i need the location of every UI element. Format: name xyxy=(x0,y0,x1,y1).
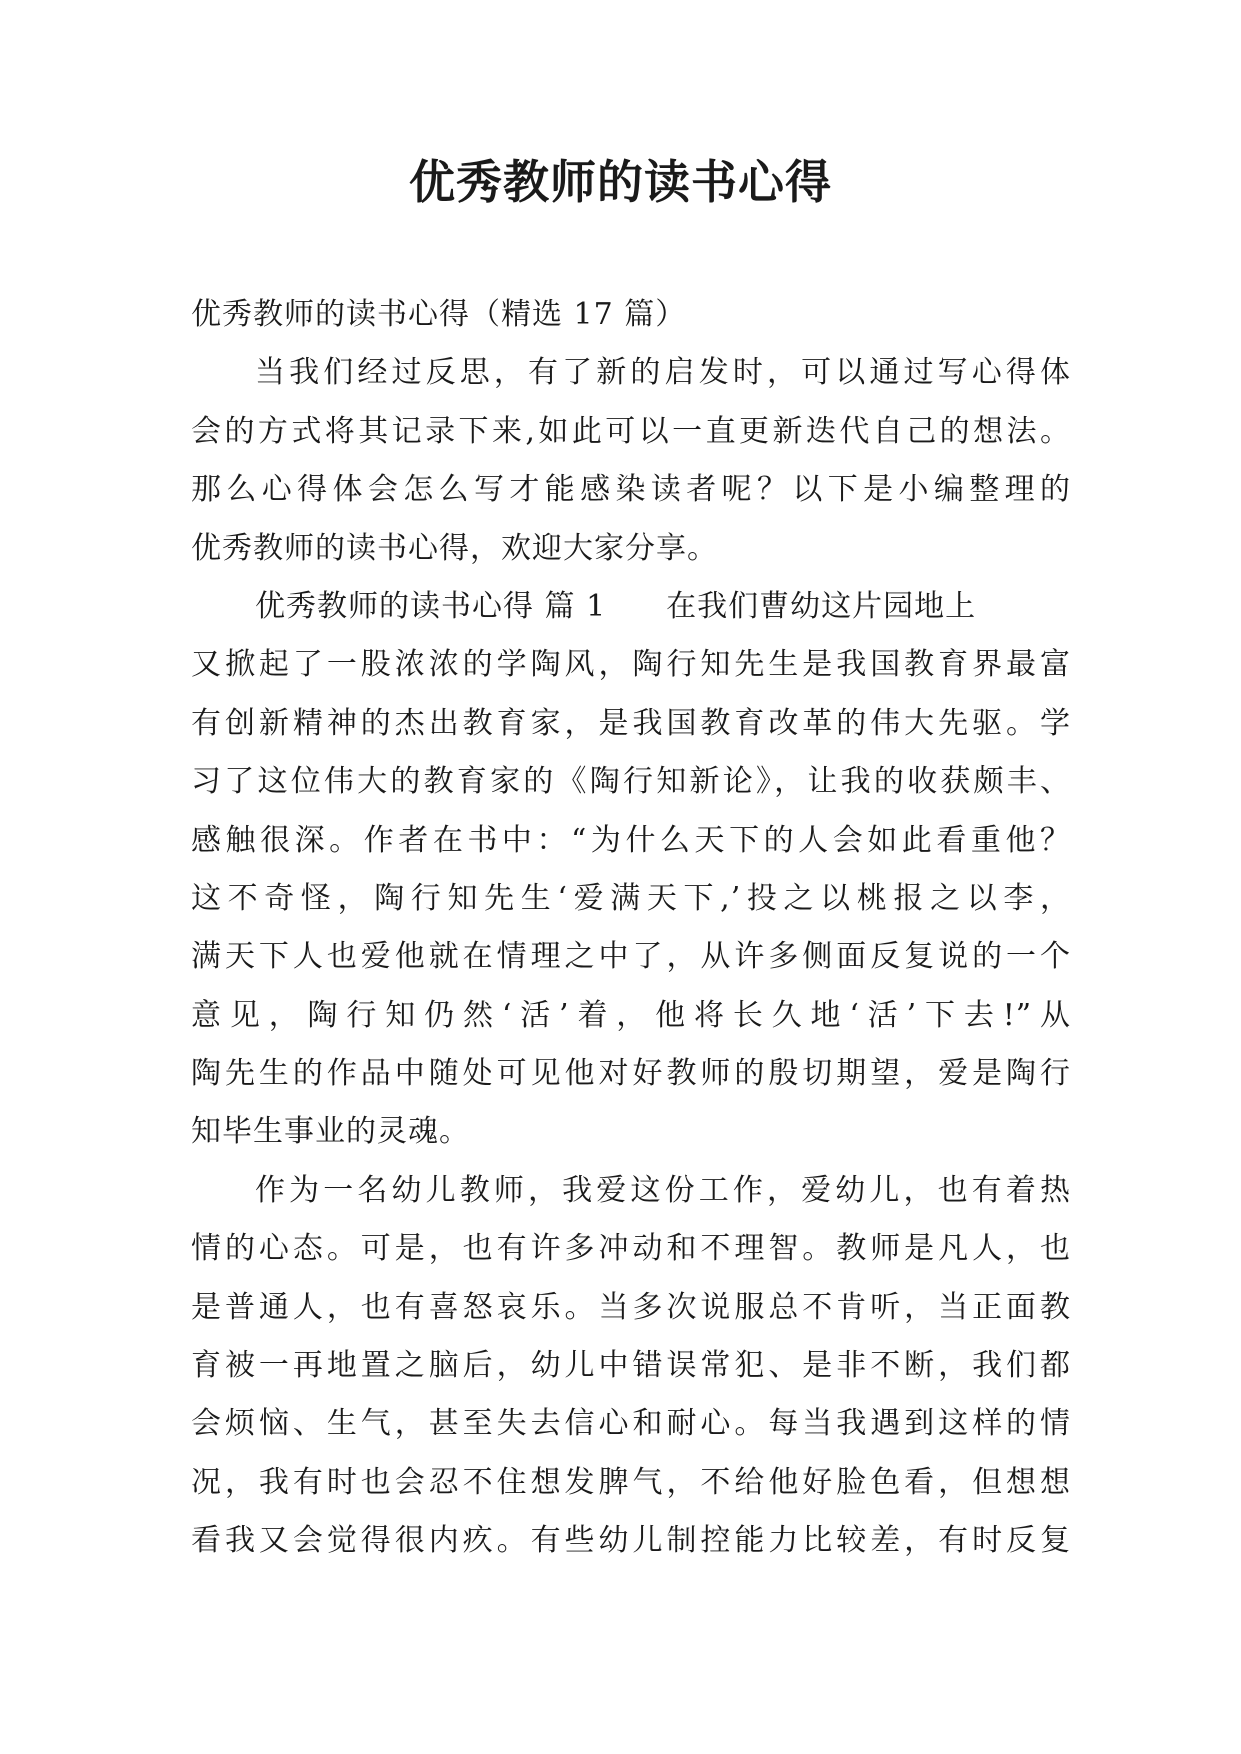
paragraph-line: 又掀起了一股浓浓的学陶风，陶行知先生是我国教育界最富 xyxy=(191,647,1071,683)
section-first-text: 在我们曹幼这片园地上 xyxy=(666,588,977,624)
section-heading-line xyxy=(191,578,1071,636)
paragraph-line: 知毕生事业的灵魂。 xyxy=(191,1114,470,1150)
paragraph-line: 当我们经过反思，有了新的启发时，可以通过写心得体 xyxy=(255,355,1071,391)
paragraph-line: 那么心得体会怎么写才能感染读者呢？以下是小编整理的 xyxy=(191,472,1071,508)
paragraph-line: 优秀教师的读书心得，欢迎大家分享。 xyxy=(191,530,718,566)
paragraph-line: 看我又会觉得很内疚。有些幼儿制控能力比较差，有时反复 xyxy=(191,1523,1071,1559)
subtitle-line: 优秀教师的读书心得（精选 17 篇） xyxy=(191,297,687,332)
paragraph-line: 满天下人也爱他就在情理之中了，从许多侧面反复说的一个 xyxy=(191,939,1071,975)
paragraph-line: 作为一名幼儿教师，我爱这份工作，爱幼儿，也有着热 xyxy=(255,1172,1071,1208)
paragraph-line: 情的心态。可是，也有许多冲动和不理智。教师是凡人，也 xyxy=(191,1231,1071,1267)
paragraph-line: 有创新精神的杰出教育家，是我国教育改革的伟大先驱。学 xyxy=(191,705,1071,741)
paragraph-line: 是普通人，也有喜怒哀乐。当多次说服总不肯听，当正面教 xyxy=(191,1289,1071,1325)
paragraph-line: 陶先生的作品中随处可见他对好教师的殷切期望，爱是陶行 xyxy=(191,1056,1071,1092)
paragraph-line: 意见，陶行知仍然‘活’着，他将长久地‘活’下去!”从 xyxy=(191,997,1071,1033)
paragraph-line: 会烦恼、生气，甚至失去信心和耐心。每当我遇到这样的情 xyxy=(191,1406,1071,1442)
paragraph-line: 况，我有时也会忍不住想发脾气，不给他好脸色看，但想想 xyxy=(191,1464,1071,1500)
paragraph-line: 感触很深。作者在书中：“为什么天下的人会如此看重他？ xyxy=(191,822,1071,858)
paragraph-line: 习了这位伟大的教育家的《陶行知新论》，让我的收获颇丰、 xyxy=(191,764,1071,800)
paragraph-line: 会的方式将其记录下来,如此可以一直更新迭代自己的想法。 xyxy=(191,413,1071,449)
document-title: 优秀教师的读书心得 xyxy=(409,155,832,209)
document-body xyxy=(191,286,1071,1571)
paragraph-line: 育被一再地置之脑后，幼儿中错误常犯、是非不断，我们都 xyxy=(191,1348,1071,1384)
section-heading: 优秀教师的读书心得 篇 1 xyxy=(255,588,607,624)
paragraph-line: 这不奇怪，陶行知先生‘爱满天下,’投之以桃报之以李， xyxy=(191,880,1071,916)
